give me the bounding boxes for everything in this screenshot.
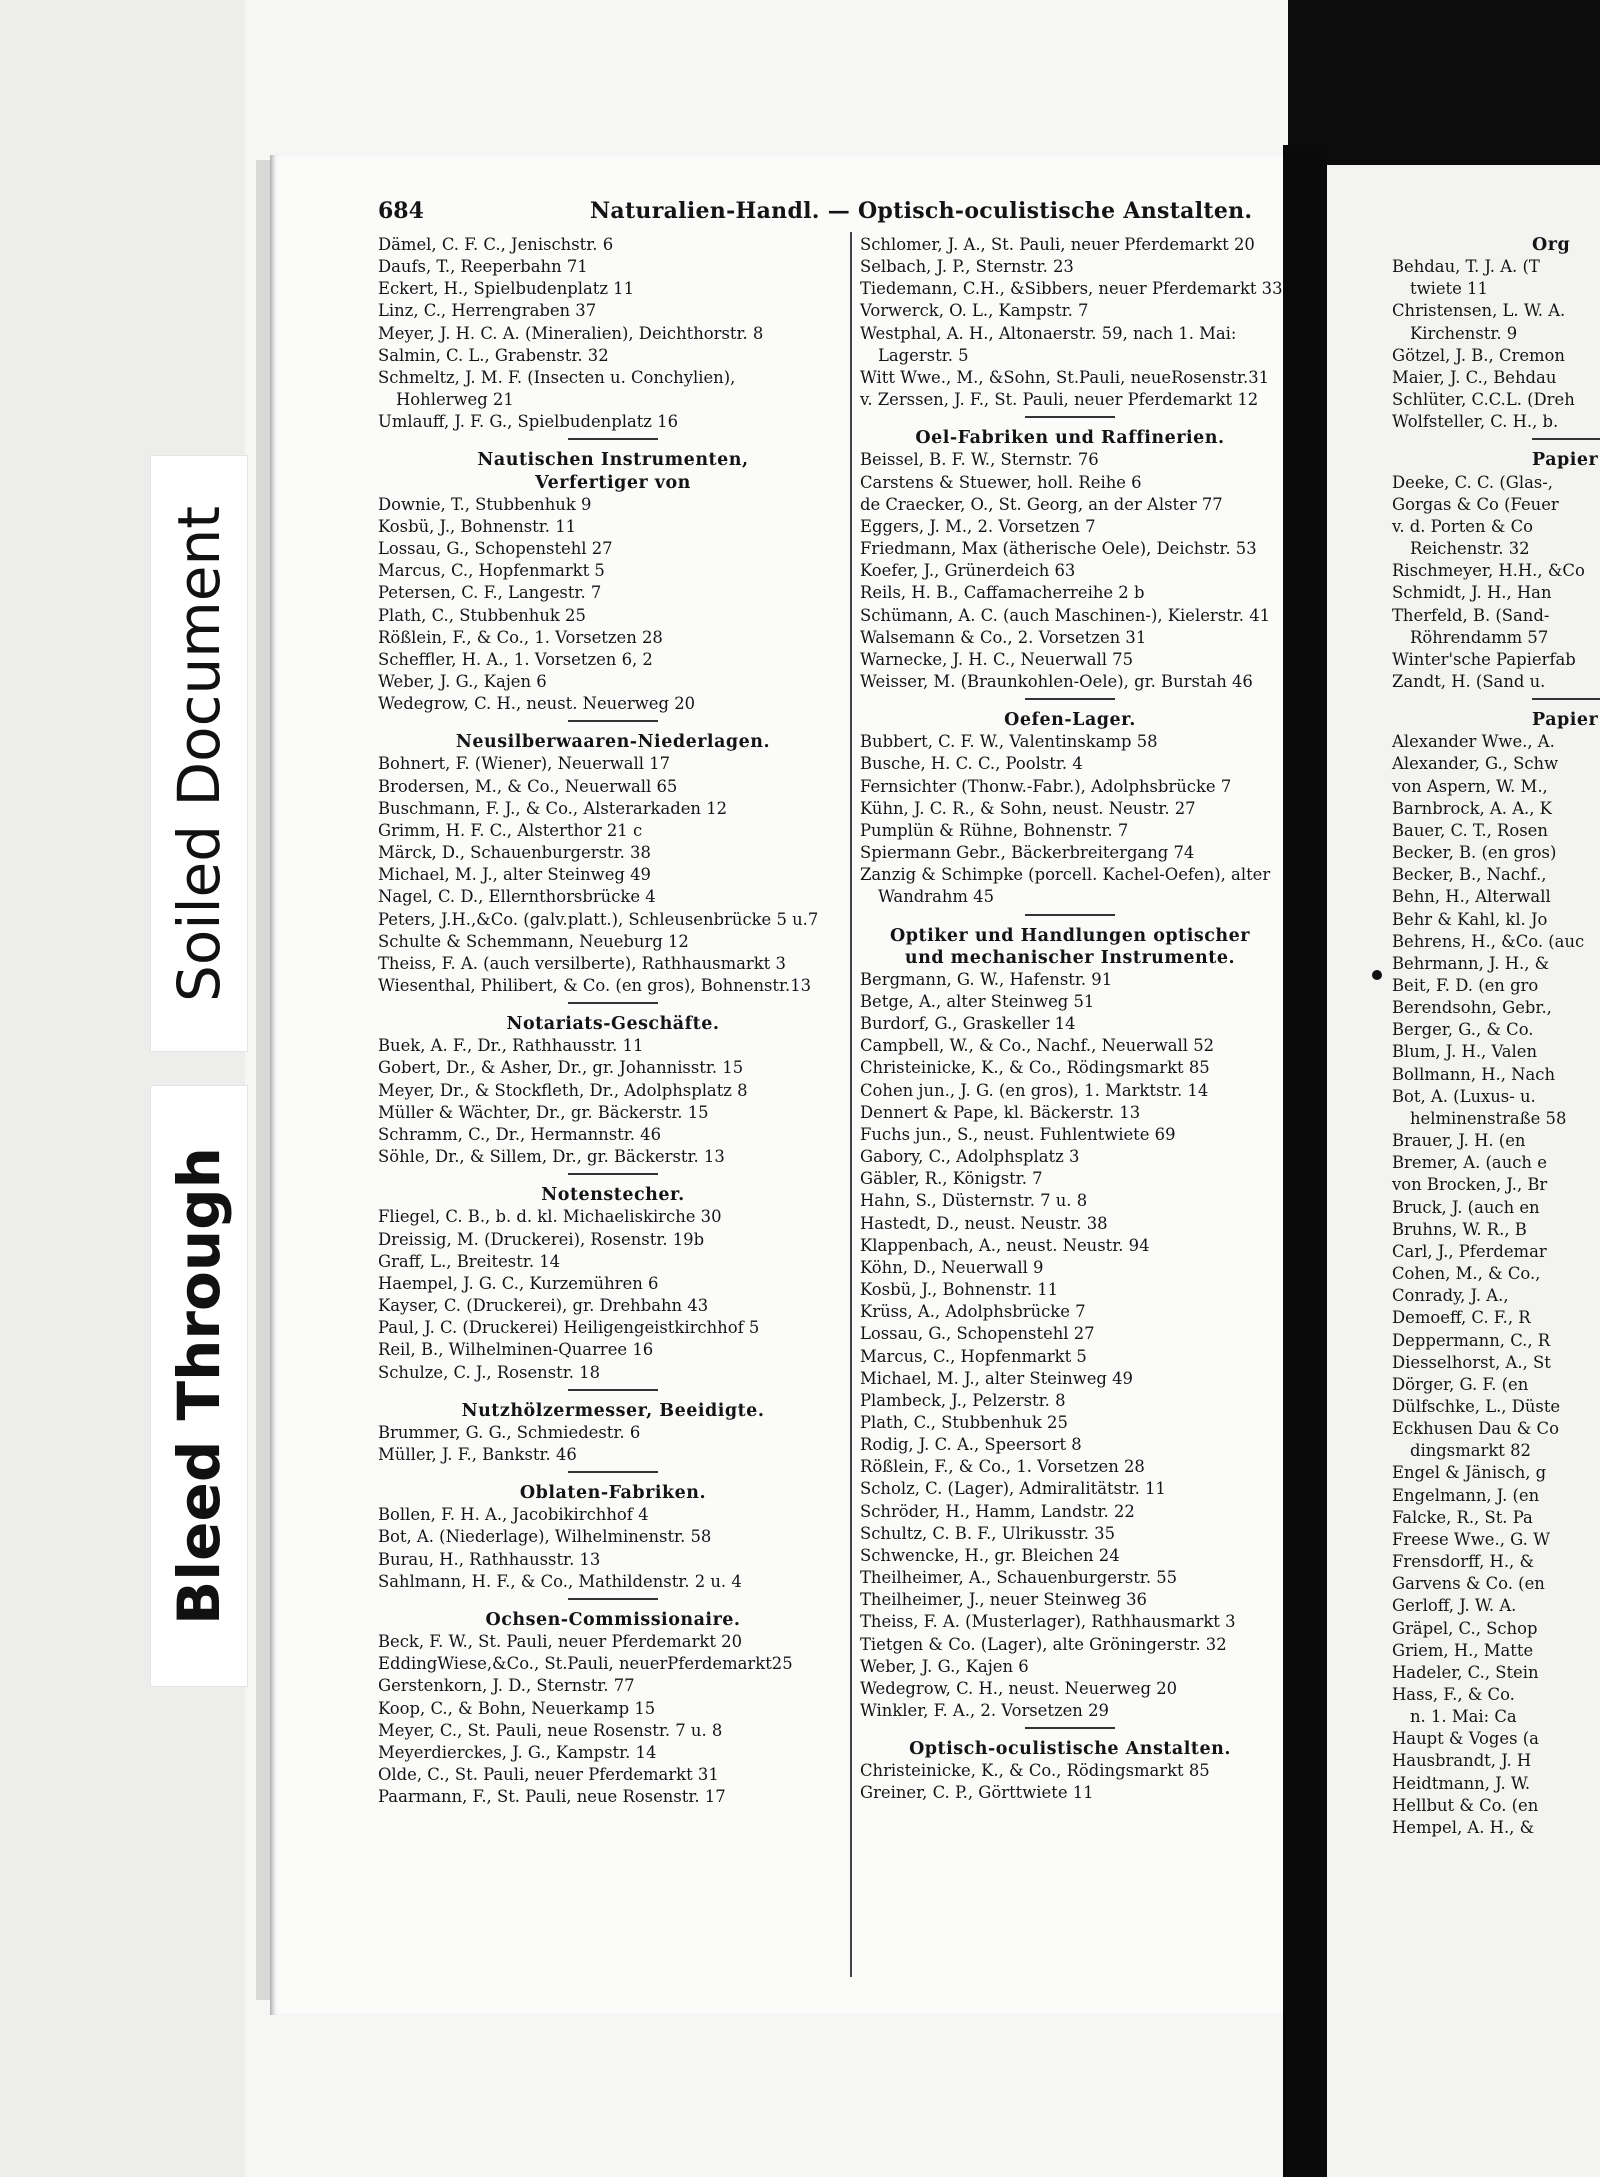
directory-entry: Kühn, J. C. R., & Sohn, neust. Neustr. 27 [860,798,1196,818]
directory-entry: Gräpel, C., Schop [1392,1618,1538,1638]
section-rule [378,1389,848,1400]
directory-entry: Witt Wwe., M., &Sohn, St.Pauli, neueRosenstr.31 [860,367,1270,387]
directory-entry: Becker, B., Nachf., [1392,865,1547,885]
directory-entry: Buek, A. F., Dr., Rathhausstr. 11 [378,1036,644,1056]
section-heading: Ochsen-Commissionaire. [485,1609,741,1630]
directory-entry: Bruhns, W. R., B [1392,1219,1527,1239]
directory-entry: Bot, A. (Luxus- u. [1392,1086,1536,1106]
section-heading: Papier [1532,710,1599,731]
directory-entry: Christeinicke, K., & Co., Rödingsmarkt 85 [860,1058,1210,1078]
directory-entry: Hellbut & Co. (en [1392,1795,1539,1815]
directory-entry: von Brocken, J., Br [1392,1175,1548,1195]
directory-entry: Beck, F. W., St. Pauli, neuer Pferdemarkt 20 [378,1632,742,1652]
directory-entry: Hass, F., & Co. [1392,1685,1515,1704]
directory-entry: Behrens, H., &Co. (auc [1392,931,1585,951]
entry-continuation: twiete 11 [1410,279,1488,299]
directory-entry: Barnbrock, A. A., K [1392,798,1552,818]
directory-entry: Müller, J. F., Bankstr. 46 [378,1444,577,1464]
directory-entry: Downie, T., Stubbenhuk 9 [378,494,592,514]
soiled-document-label: Soiled Document [150,455,248,1052]
directory-entry: Weber, J. G., Kajen 6 [378,671,547,691]
directory-entry: Scheffler, H. A., 1. Vorsetzen 6, 2 [378,649,653,669]
directory-entry: Kosbü, J., Bohnenstr. 11 [860,1280,1059,1300]
directory-entry: Linz, C., Herrengraben 37 [378,301,597,321]
directory-entry: Sahlmann, H. F., & Co., Mathildenstr. 2 u. 4 [378,1571,742,1591]
book-binding-gutter [1283,145,1327,2177]
section-rule [378,720,848,731]
directory-entry: Schwencke, H., gr. Bleichen 24 [860,1545,1120,1565]
directory-entry: v. d. Porten & Co [1392,516,1533,536]
directory-entry: Deeke, C. C. (Glas-, [1392,472,1554,492]
bleed-through-label: Bleed Through [150,1085,248,1687]
directory-entry: Walsemann & Co., 2. Vorsetzen 31 [860,627,1147,647]
directory-entry: Blum, J. H., Valen [1392,1042,1538,1062]
entry-continuation: Kirchenstr. 9 [1410,323,1518,343]
directory-entry: Koop, C., & Bohn, Neuerkamp 15 [378,1698,656,1718]
directory-entry: Gorgas & Co (Feuer [1392,494,1559,514]
directory-entry: Krüss, A., Adolphsbrücke 7 [860,1302,1086,1322]
section-rule [860,1727,1280,1738]
directory-entry: Fernsichter (Thonw.-Fabr.), Adolphsbrücke 7 [860,776,1232,796]
directory-entry: Schramm, C., Dr., Hermannstr. 46 [378,1124,662,1144]
directory-entry: Petersen, C. F., Langestr. 7 [378,583,602,603]
directory-entry: Wiesenthal, Philibert, & Co. (en gros), Bohnenstr.13 [378,976,812,995]
directory-entry: Beissel, B. F. W., Sternstr. 76 [860,450,1099,470]
directory-entry: Köhn, D., Neuerwall 9 [860,1257,1044,1277]
directory-entry: Theiss, F. A. (Musterlager), Rathhausmarkt 3 [860,1612,1236,1632]
directory-entry: Carl, J., Pferdemar [1392,1241,1547,1261]
directory-entry: Dennert & Pape, kl. Bäckerstr. 13 [860,1102,1141,1122]
section-rule [378,1471,848,1482]
directory-entry: Marcus, C., Hopfenmarkt 5 [378,561,605,581]
directory-entry: Lossau, G., Schopenstehl 27 [860,1324,1095,1344]
directory-entry: Spiermann Gebr., Bäckerbreitergang 74 [860,843,1195,863]
directory-entry: Heidtmann, J. W. [1392,1773,1531,1793]
directory-entry: Michael, M. J., alter Steinweg 49 [860,1368,1133,1388]
directory-entry: de Craecker, O., St. Georg, an der Alster 77 [860,494,1223,514]
directory-entry: v. Zerssen, J. F., St. Pauli, neuer Pferdemarkt 12 [860,390,1259,410]
ink-dot [1372,970,1382,980]
directory-entry: Conrady, J. A., [1392,1286,1509,1306]
directory-entry: Gerstenkorn, J. D., Sternstr. 77 [378,1676,635,1696]
directory-entry: Plambeck, J., Pelzerstr. 8 [860,1390,1066,1410]
directory-entry: Schröder, H., Hamm, Landstr. 22 [860,1501,1135,1521]
directory-entry: Lossau, G., Schopenstehl 27 [378,539,613,559]
directory-entry: Söhle, Dr., & Sillem, Dr., gr. Bäckerstr. 13 [378,1147,725,1167]
page-number: 684 [378,198,424,224]
directory-entry: Dülfschke, L., Düste [1392,1396,1561,1416]
section-rule [378,1002,848,1013]
directory-entry: Plath, C., Stubbenhuk 25 [860,1412,1068,1432]
directory-entry: Buschmann, F. J., & Co., Alsterarkaden 12 [378,798,728,818]
directory-entry: Umlauff, J. F. G., Spielbudenplatz 16 [378,412,678,432]
entry-continuation: Reichenstr. 32 [1410,539,1530,559]
directory-entry: Burau, H., Rathhausstr. 13 [378,1549,601,1569]
directory-entry: Schlüter, C.C.L. (Dreh [1392,390,1575,410]
entry-continuation: Röhrendamm 57 [1410,627,1549,647]
section-rule [1392,438,1600,449]
directory-entry: Eckert, H., Spielbudenplatz 11 [378,279,635,299]
directory-entry: Hadeler, C., Stein [1392,1662,1539,1682]
directory-entry: Friedmann, Max (ätherische Oele), Deichstr. 53 [860,539,1257,559]
section-heading: Oefen-Lager. [1004,710,1136,731]
directory-entry: Bot, A. (Niederlage), Wilhelminenstr. 58 [378,1527,712,1547]
directory-entry: Hastedt, D., neust. Neustr. 38 [860,1213,1108,1233]
directory-entry: Götzel, J. B., Cremon [1392,345,1565,365]
directory-column-left [378,234,848,1808]
directory-entry: Theiss, F. A. (auch versilberte), Rathhausmarkt 3 [378,953,786,973]
section-rule [378,1598,848,1609]
directory-entry: Wedegrow, C. H., neust. Neuerweg 20 [378,694,696,714]
directory-entry: Behn, H., Alterwall [1392,887,1551,907]
directory-entry: Paul, J. C. (Druckerei) Heiligengeistkirchhof 5 [378,1318,760,1338]
directory-entry: Engelmann, J. (en [1392,1485,1540,1505]
directory-entry: Bauer, C. T., Rosen [1392,820,1548,840]
directory-entry: Peters, J.H.,&Co. (galv.platt.), Schleusenbrücke 5 u.7 [378,909,819,929]
directory-entry: Berendsohn, Gebr., [1392,998,1552,1018]
directory-entry: Gerloff, J. W. A. [1392,1596,1517,1616]
section-heading: Neusilberwaaren-Niederlagen. [455,732,771,753]
directory-entry: Rodig, J. C. A., Speersort 8 [860,1435,1082,1455]
directory-entry: Meyerdierckes, J. G., Kampstr. 14 [378,1742,657,1762]
directory-entry: Hempel, A. H., & [1392,1817,1535,1837]
directory-entry: Winter'sche Papierfab [1392,649,1576,669]
directory-entry: Becker, B. (en gros) [1392,843,1557,863]
directory-entry: Bohnert, F. (Wiener), Neuerwall 17 [378,754,671,774]
section-rule [1392,698,1600,709]
directory-entry: Cohen, M., & Co., [1392,1264,1541,1284]
directory-entry: Berger, G., & Co. [1392,1020,1534,1040]
directory-entry: Behdau, T. J. A. (T [1392,257,1540,277]
directory-entry: Demoeff, C. F., R [1392,1308,1531,1328]
directory-entry: Busche, H. C. C., Poolstr. 4 [860,754,1083,774]
entry-continuation: Lagerstr. 5 [878,345,969,365]
directory-entry: Frensdorff, H., & [1392,1552,1535,1572]
directory-entry: Salmin, C. L., Grabenstr. 32 [378,345,609,365]
directory-entry: Kayser, C. (Druckerei), gr. Drehbahn 43 [378,1296,709,1316]
directory-entry: Dämel, C. F. C., Jenischstr. 6 [378,235,614,254]
directory-entry: Beit, F. D. (en gro [1392,976,1539,995]
directory-entry: Scholz, C. (Lager), Admiralitätstr. 11 [860,1479,1166,1499]
directory-entry: Eggers, J. M., 2. Vorsetzen 7 [860,516,1096,536]
directory-entry: Tietgen & Co. (Lager), alte Gröningerstr. 32 [860,1634,1227,1654]
directory-entry: Carstens & Stuewer, holl. Reihe 6 [860,472,1142,492]
directory-entry: Engel & Jänisch, g [1392,1463,1547,1483]
column-divider [850,232,852,1977]
directory-entry: Alexander, G., Schw [1392,754,1559,774]
directory-entry: Weisser, M. (Braunkohlen-Oele), gr. Burstah 46 [860,671,1253,691]
directory-entry: Tiedemann, C.H., &Sibbers, neuer Pferdemarkt 33 [860,279,1283,299]
section-heading: Verfertiger von [535,472,691,493]
directory-column-facing-page [1392,234,1600,1839]
directory-entry: Behr & Kahl, kl. Jo [1392,909,1548,929]
entry-continuation: Hohlerweg 21 [396,390,514,410]
directory-entry: Weber, J. G., Kajen 6 [860,1656,1029,1676]
directory-entry: Eckhusen Dau & Co [1392,1419,1559,1439]
directory-entry: Dreissig, M. (Druckerei), Rosenstr. 19b [378,1229,705,1249]
directory-entry: Schulze, C. J., Rosenstr. 18 [378,1362,601,1382]
section-heading: Optisch-oculistische Anstalten. [909,1739,1231,1760]
directory-entry: Reils, H. B., Caffamacherreihe 2 b [860,583,1145,603]
directory-entry: Müller & Wächter, Dr., gr. Bäckerstr. 15 [378,1102,709,1122]
directory-entry: Meyer, C., St. Pauli, neue Rosenstr. 7 u. 8 [378,1720,723,1740]
entry-continuation: helminenstraße 58 [1410,1108,1567,1128]
directory-entry: Theilheimer, J., neuer Steinweg 36 [860,1590,1147,1610]
directory-entry: Schlomer, J. A., St. Pauli, neuer Pferdemarkt 20 [860,235,1255,254]
directory-entry: Brummer, G. G., Schmiedestr. 6 [378,1422,641,1442]
directory-entry: Campbell, W., & Co., Nachf., Neuerwall 52 [860,1036,1215,1056]
entry-continuation: dingsmarkt 82 [1410,1441,1531,1461]
directory-entry: Betge, A., alter Steinweg 51 [860,992,1095,1011]
entry-continuation: Wandrahm 45 [878,887,995,907]
directory-entry: Nagel, C. D., Ellernthorsbrücke 4 [378,887,656,907]
section-rule [378,438,848,449]
directory-entry: Winkler, F. A., 2. Vorsetzen 29 [860,1701,1109,1720]
directory-entry: Hahn, S., Düsternstr. 7 u. 8 [860,1191,1088,1211]
directory-entry: Warnecke, J. H. C., Neuerwall 75 [860,649,1134,669]
directory-entry: Schümann, A. C. (auch Maschinen-), Kielerstr. 41 [860,605,1271,625]
directory-entry: Rößlein, F., & Co., 1. Vorsetzen 28 [378,627,663,647]
directory-entry: Diesselhorst, A., St [1392,1352,1551,1372]
directory-entry: EddingWiese,&Co., St.Pauli, neuerPferdemarkt25 [378,1654,793,1674]
directory-entry: Rischmeyer, H.H., &Co [1392,561,1585,581]
directory-entry: Schulte & Schemmann, Neueburg 12 [378,931,689,951]
section-heading: Notariats-Geschäfte. [506,1014,720,1035]
directory-entry: Bubbert, C. F. W., Valentinskamp 58 [860,732,1158,752]
directory-entry: Cohen jun., J. G. (en gros), 1. Marktstr. 14 [860,1080,1209,1100]
directory-entry: Bollmann, H., Nach [1392,1064,1556,1084]
directory-entry: Zanzig & Schimpke (porcell. Kachel-Oefen), alter [860,865,1271,885]
directory-entry: Maier, J. C., Behdau [1392,367,1557,387]
directory-entry: Kosbü, J., Bohnenstr. 11 [378,516,577,536]
directory-entry: Fuchs jun., S., neust. Fuhlentwiete 69 [860,1124,1176,1144]
entry-continuation: n. 1. Mai: Ca [1410,1707,1517,1727]
directory-entry: Zandt, H. (Sand u. [1392,671,1546,691]
directory-entry: Selbach, J. P., Sternstr. 23 [860,257,1074,277]
directory-entry: Marcus, C., Hopfenmarkt 5 [860,1346,1087,1366]
page-title: Naturalien-Handl. — Optisch-oculistische Anstalten. [590,198,1253,224]
directory-entry: Grimm, H. F. C., Alsterthor 21 c [378,820,643,840]
directory-entry: Deppermann, C., R [1392,1330,1551,1350]
directory-entry: Griem, H., Matte [1392,1640,1534,1660]
section-heading: Notenstecher. [541,1185,685,1206]
directory-entry: Reil, B., Wilhelminen-Quarree 16 [378,1340,654,1360]
section-rule [378,1173,848,1184]
directory-entry: Brauer, J. H. (en [1392,1131,1526,1151]
directory-entry: Koefer, J., Grünerdeich 63 [860,561,1076,581]
directory-entry: Schmidt, J. H., Han [1392,583,1552,603]
directory-entry: Plath, C., Stubbenhuk 25 [378,605,586,625]
directory-entry: Olde, C., St. Pauli, neuer Pferdemarkt 31 [378,1765,719,1784]
directory-entry: Brodersen, M., & Co., Neuerwall 65 [378,776,678,796]
page-header [378,198,1258,230]
directory-entry: Meyer, J. H. C. A. (Mineralien), Deichthorstr. 8 [378,323,764,343]
directory-entry: Schultz, C. B. F., Ulrikusstr. 35 [860,1523,1116,1543]
directory-entry: Klappenbach, A., neust. Neustr. 94 [860,1235,1150,1255]
directory-entry: Michael, M. J., alter Steinweg 49 [378,865,651,885]
directory-entry: Gobert, Dr., & Asher, Dr., gr. Johannisstr. 15 [378,1058,744,1078]
section-heading: und mechanischer Instrumente. [904,947,1236,968]
directory-entry: Garvens & Co. (en [1392,1574,1545,1594]
directory-entry: Bremer, A. (auch e [1392,1153,1547,1173]
section-rule [860,914,1280,925]
section-heading: Nautischen Instrumenten, [477,450,749,471]
directory-entry: Pumplün & Rühne, Bohnenstr. 7 [860,820,1129,840]
directory-entry: Alexander Wwe., A. [1392,732,1555,752]
section-heading: Org [1532,235,1571,255]
directory-entry: Hausbrandt, J. H [1392,1751,1532,1771]
directory-entry: Gäbler, R., Königstr. 7 [860,1169,1043,1189]
directory-entry: Freese Wwe., G. W [1392,1529,1550,1549]
directory-entry: Burdorf, G., Graskeller 14 [860,1014,1076,1034]
directory-entry: von Aspern, W. M., [1392,776,1548,796]
directory-entry: Behrmann, J. H., & [1392,953,1550,973]
directory-entry: Therfeld, B. (Sand- [1392,605,1550,625]
directory-entry: Theilheimer, A., Schauenburgerstr. 55 [860,1568,1178,1588]
directory-entry: Westphal, A. H., Altonaerstr. 59, nach 1. Mai: [860,323,1237,343]
directory-entry: Christensen, L. W. A. [1392,301,1566,321]
directory-entry: Falcke, R., St. Pa [1392,1507,1533,1527]
binding-top-shadow [1288,0,1600,165]
directory-entry: Meyer, Dr., & Stockfleth, Dr., Adolphsplatz 8 [378,1080,748,1100]
directory-entry: Bollen, F. H. A., Jacobikirchhof 4 [378,1505,649,1525]
section-heading: Nutzhölzermesser, Beeidigte. [461,1400,765,1421]
directory-entry: Greiner, C. P., Görttwiete 11 [860,1783,1094,1803]
directory-entry: Rößlein, F., & Co., 1. Vorsetzen 28 [860,1457,1145,1477]
directory-entry: Daufs, T., Reeperbahn 71 [378,257,588,277]
directory-entry: Wedegrow, C. H., neust. Neuerweg 20 [860,1678,1178,1698]
directory-entry: Wolfsteller, C. H., b. [1392,412,1559,432]
directory-entry: Bruck, J. (auch en [1392,1197,1540,1217]
directory-entry: Märck, D., Schauenburgerstr. 38 [378,843,651,863]
directory-entry: Vorwerck, O. L., Kampstr. 7 [860,301,1089,321]
section-heading: Oel-Fabriken und Raffinerien. [915,428,1225,449]
directory-entry: Gabory, C., Adolphsplatz 3 [860,1147,1080,1167]
directory-column-middle [860,234,1283,1805]
directory-entry: Haupt & Voges (a [1392,1729,1539,1749]
section-rule [860,698,1280,709]
directory-entry: Bergmann, G. W., Hafenstr. 91 [860,969,1113,989]
directory-entry: Fliegel, C. B., b. d. kl. Michaeliskirche 30 [378,1207,722,1227]
section-rule [860,416,1280,427]
section-heading: Oblaten-Fabriken. [519,1483,707,1504]
section-heading: Optiker und Handlungen optischer [890,925,1250,946]
directory-entry: Haempel, J. G. C., Kurzemühren 6 [378,1273,659,1293]
directory-entry: Graff, L., Breitestr. 14 [378,1251,561,1271]
directory-entry: Dörger, G. F. (en [1392,1374,1529,1394]
directory-entry: Paarmann, F., St. Pauli, neue Rosenstr. 17 [378,1787,726,1807]
directory-entry: Schmeltz, J. M. F. (Insecten u. Conchylien), [378,367,736,387]
directory-entry: Christeinicke, K., & Co., Rödingsmarkt 85 [860,1761,1210,1781]
section-heading: Papier [1532,450,1599,471]
